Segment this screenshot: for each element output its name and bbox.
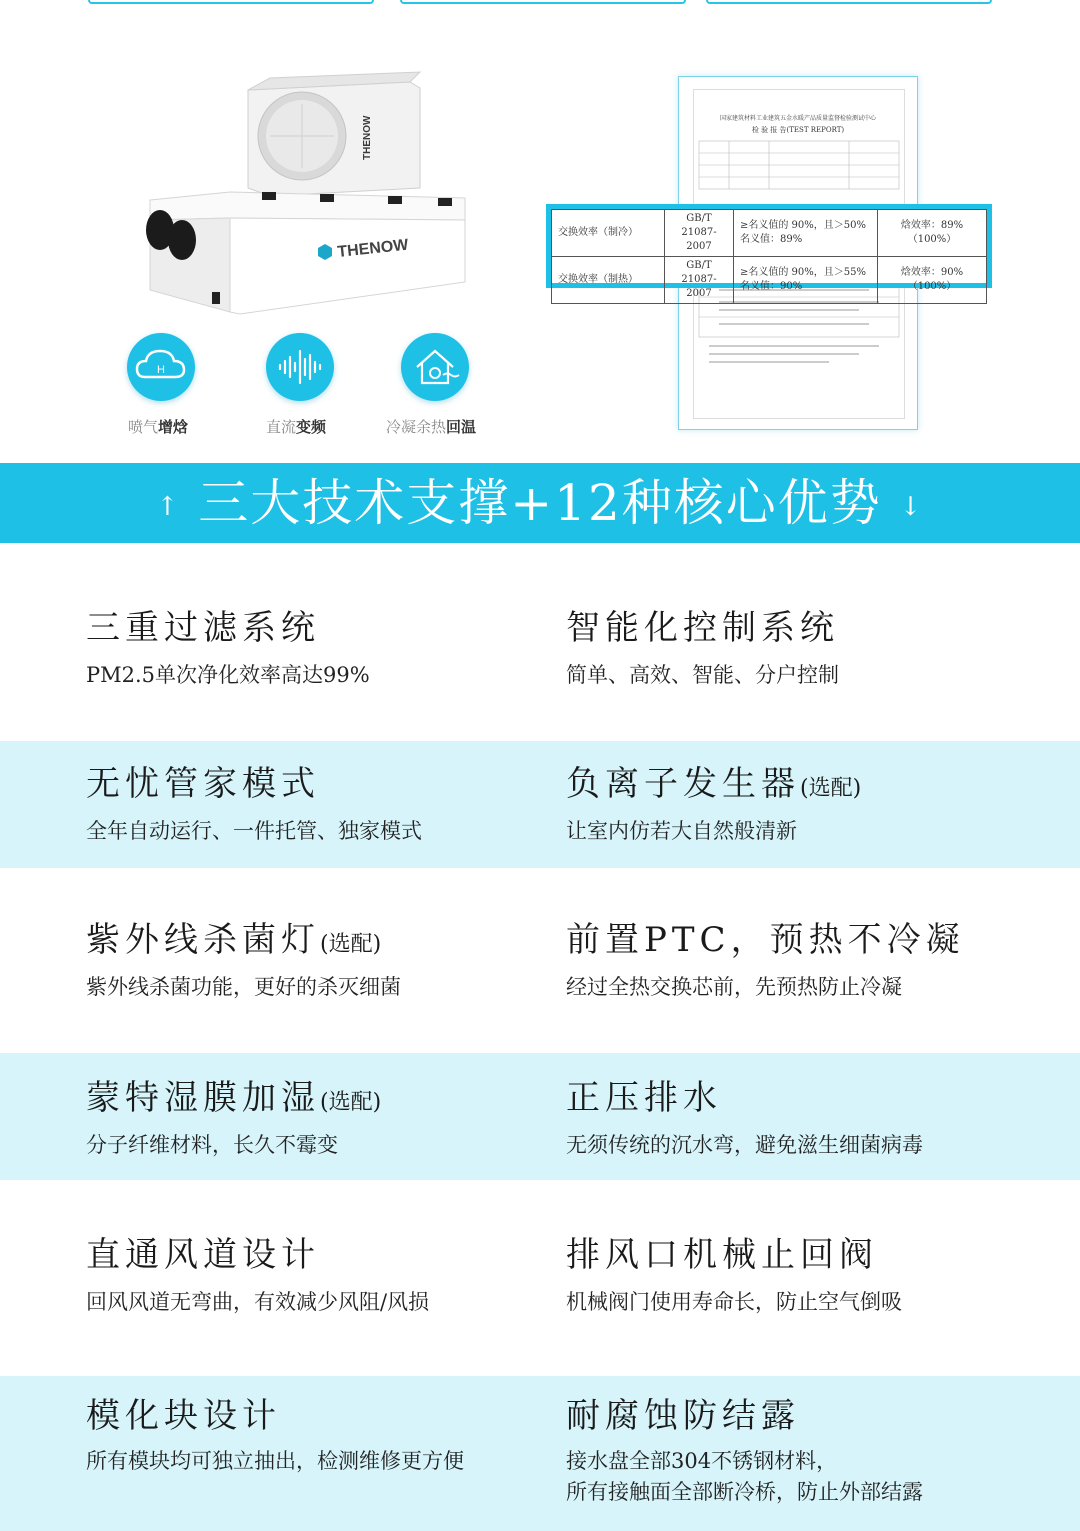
advantage-title: 直通风道设计	[86, 1235, 320, 1275]
advantages-banner	[0, 463, 1080, 543]
advantage-desc: 全年自动运行、一件托管、独家模式	[86, 819, 422, 843]
advantage-title: 正压排水	[566, 1078, 722, 1118]
feature-icon-reheat	[401, 333, 469, 401]
table-cell: ≥名义值的 90%，且＞55% 名义值：90%	[734, 257, 878, 304]
sound-wave-icon	[266, 333, 334, 401]
efficiency-table	[551, 209, 987, 304]
house-heat-icon	[401, 333, 469, 401]
advantage-title: 无忧管家模式	[86, 764, 320, 804]
banner-title: 三大技术支撑+12种核心优势	[198, 474, 882, 532]
advantage-title-with-option: 紫外线杀菌灯(选配)	[86, 920, 382, 960]
advantage-title: 耐腐蚀防结露	[566, 1396, 800, 1436]
advantage-desc: PM2.5单次净化效率高达99%	[86, 663, 370, 687]
humidity-cloud-icon	[127, 333, 195, 401]
advantage-title: 前置PTC，预热不冷凝	[566, 920, 965, 960]
table-cell: 焓效率：89% （100%）	[878, 210, 987, 257]
advantage-desc: 所有模块均可独立抽出，检测维修更方便	[86, 1449, 464, 1473]
advantage-title: 智能化控制系统	[566, 608, 839, 648]
top-box-3	[706, 0, 992, 4]
advantage-desc: 分子纤维材料，长久不霉变	[86, 1133, 338, 1157]
top-box-2	[400, 0, 686, 4]
table-cell: 交换效率（制热）	[552, 257, 665, 304]
feature-label-reheat: 冷凝余热回温	[386, 418, 477, 436]
advantage-desc: 接水盘全部304不锈钢材料， 所有接触面全部断冷桥，防止外部结露	[566, 1449, 923, 1504]
table-cell: ≥名义值的 90%，且＞50% 名义值：89%	[734, 210, 878, 257]
advantage-title: 排风口机械止回阀	[566, 1235, 878, 1275]
product-image	[120, 70, 480, 330]
top-box-1	[88, 0, 374, 4]
advantage-desc: 无须传统的沉水弯，避免滋生细菌病毒	[566, 1133, 923, 1157]
table-cell: 焓效率：90% （100%）	[878, 257, 987, 304]
arrow-up-icon: ↑	[156, 492, 181, 522]
report-subtitle: 检 验 报 告(TEST REPORT)	[751, 126, 845, 134]
feature-icon-frequency	[266, 333, 334, 401]
advantage-title: 模化块设计	[86, 1396, 281, 1436]
advantage-title-with-option: 负离子发生器(选配)	[566, 764, 862, 804]
table-cell: 交换效率（制冷）	[552, 210, 665, 257]
feature-icon-enthalpy	[127, 333, 195, 401]
table-cell: GB/T 21087-2007	[665, 257, 734, 304]
advantage-title-with-option: 蒙特湿膜加湿(选配)	[86, 1078, 382, 1118]
advantage-desc: 紫外线杀菌功能，更好的杀灭细菌	[86, 975, 401, 999]
advantage-title: 三重过滤系统	[86, 608, 320, 648]
advantage-desc: 机械阀门使用寿命长，防止空气倒吸	[566, 1290, 902, 1314]
arrow-down-icon: ↓	[899, 492, 924, 522]
report-zoom-box	[546, 204, 992, 299]
indoor-brand-text: THENOW	[336, 236, 410, 261]
table-row	[552, 257, 987, 304]
report-title: 国家建筑材料工业建筑五金水暖产品质量监督检验测试中心	[719, 115, 876, 122]
advantage-desc: 简单、高效、智能、分户控制	[566, 663, 839, 687]
table-row	[552, 210, 987, 257]
table-cell: GB/T 21087-2007	[665, 210, 734, 257]
feature-label-enthalpy: 喷气增焓	[128, 418, 189, 436]
feature-label-frequency: 直流变频	[266, 418, 327, 436]
advantage-desc: 让室内仿若大自然般清新	[566, 819, 797, 843]
advantage-desc: 回风风道无弯曲，有效减少风阻/风损	[86, 1290, 430, 1314]
outdoor-brand-text: THENOW	[362, 115, 373, 160]
advantage-desc: 经过全热交换芯前，先预热防止冷凝	[566, 975, 902, 999]
svg-text:H: H	[157, 364, 165, 376]
